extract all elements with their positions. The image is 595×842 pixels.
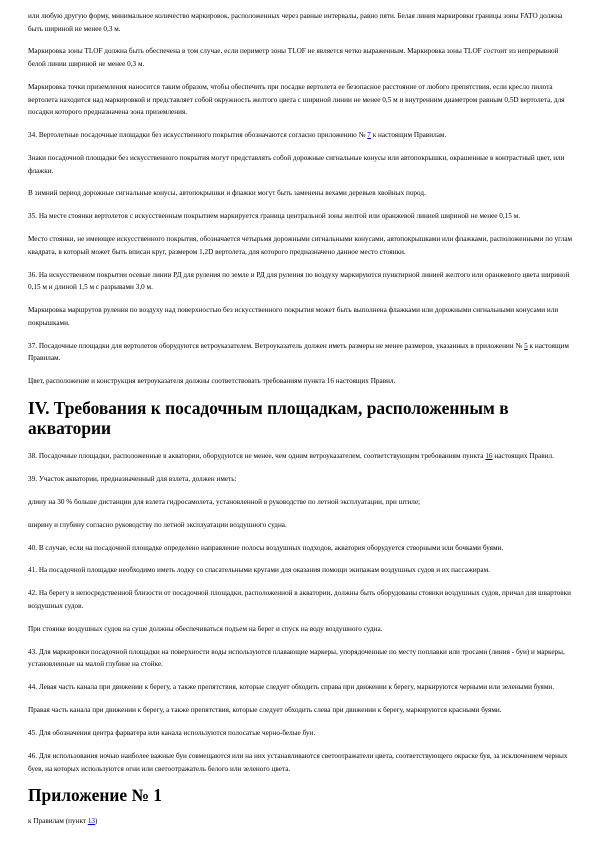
paragraph: Маркировка маршрутов руления по воздуху над поверхностью без искусственного покрытия может быть выполнена флажками или дорожными сигнальными конусами или покрышками.: [28, 306, 559, 327]
paragraph: 36. На искусственном покрытии осевые линии РД для руления по земле и РД для руления по воздуху маркируются пунктирной линией желтого или оранжевого цвета шириной 0,15 м и длиной 1,5 м с разрывами 3,0 м.: [28, 270, 570, 292]
paragraph-text: к настоящим Правилам.: [370, 131, 447, 140]
paragraph: длину на 30 % больше дистанции для взлета гидросамолета, установленной в руководстве по летной эксплуатации, при штиле;: [28, 497, 421, 506]
paragraph: 46. Для использования ночью наиболее важные буи совмещаются или на них устанавливаются светоотражатели цвета, соответствующего окраске буя, за исключением черных буев, на которых используются огни или светоотражатель белого или зеленого цвета.: [28, 751, 568, 773]
paragraph: 44. Левая часть канала при движении к берегу, а также препятствия, которые следует обходить справа при движении к берегу, маркируются черными или зелеными буями.: [28, 683, 555, 692]
paragraph-text: 38. Посадочные площадки, расположенные в акватории, оборудуются не менее, чем одним ветроуказателем, соответствующим требованиям пункта: [28, 452, 486, 461]
paragraph: Место стоянки, не имеющее искусственного покрытия, обозначается четырьмя дорожными сигнальными конусами, автопокрышками или флажками, расположенными по углам квадрата, в который может быть вписан круг, размером 1,2D вертолета, для которого предназначено данное место стоянки.: [28, 235, 573, 256]
appendix-1-heading: Приложение № 1: [28, 785, 162, 806]
section-4-heading: IV. Требования к посадочным площадкам, расположенным в акватории: [28, 398, 509, 439]
paragraph: Маркировка зоны TLOF должна быть обеспечена в том случае, если периметр зоны TLOF не является четко выраженным. Маркировка зоны TLOF состоит из непрерывной белой линии шириной не менее 0,3 м.: [28, 47, 559, 69]
paragraph: 41. На посадочной площадке необходимо иметь лодку со спасательными кругами для оказания помощи экипажам воздушных судов и их пассажирам.: [28, 566, 490, 575]
paragraph-group-3: [28, 473, 575, 775]
paragraph: 42. На берегу в непосредственной близости от посадочной площадки, расположенной в акватории, должны быть оборудованы стоянки воздушных судов, причал для швартовки воздушных судов.: [28, 589, 572, 610]
paragraph: 39. Участок акватории, предназначенный для взлета, должен иметь:: [28, 474, 237, 483]
paragraph-37: [28, 340, 575, 365]
paragraph-37b: Цвет, расположение и конструкция ветроуказателя должны соответствовать требованиям пункта 16 настоящих Правил.: [28, 377, 396, 386]
paragraph-34: [28, 129, 575, 142]
appendix-note: [28, 815, 575, 828]
paragraph-text: 37. Посадочные площадки для вертолетов оборудуются ветроуказателем. Ветроуказатель должен иметь размеры не менее размеров, указанных в приложении №: [28, 341, 525, 350]
paragraph-text: к Правилам (пункт: [28, 817, 88, 826]
appendix-7-link[interactable]: 7: [367, 131, 371, 140]
point-13-link[interactable]: 13: [87, 817, 96, 826]
paragraph: ширину и глубину согласно руководству по летной эксплуатации воздушного судна.: [28, 520, 287, 529]
paragraph-38: [28, 450, 575, 463]
paragraph: или любую другую форму, минимальное количество маркировок, расположенных через равные интервалы, равно пяти. Белая линия маркировки границы зоны FATO должна быть шириной не менее 0,3 м.: [28, 12, 563, 33]
paragraph-text: ): [95, 817, 98, 826]
paragraph: Знаки посадочной площадки без искусственного покрытия могут представлять собой дорожные сигнальные конусы или автопокрышки, окрашенные в контрастный цвет, или флажки.: [28, 153, 565, 175]
paragraph: 40. В случае, если на посадочной площадке определено направление полосы воздушных подходов, акватория оборудуется створными или бочками буями.: [28, 543, 504, 552]
paragraph: 43. Для маркировки посадочной площадки на поверхности воды используются плавающие маркеры, упорядоченные по месту поплавки или тросами (линия - буи) и маркеры, установленные на малой глубине на стойке.: [28, 647, 565, 669]
paragraph: Правая часть канала при движении к берегу, а также препятствия, которые следует обходить слева при движении к берегу, маркируются красными буями.: [28, 706, 502, 715]
point-16-link[interactable]: 16: [485, 452, 493, 461]
paragraph-text: к настоящим Правилам.: [28, 341, 569, 363]
appendix-5-link[interactable]: 5: [524, 341, 528, 350]
paragraph: При стоянке воздушных судов на суше должны обеспечиваться подъем на берег и спуск на воду воздушного судна.: [28, 624, 383, 633]
paragraph-group-2: [28, 152, 575, 329]
paragraph: В зимний период дорожные сигнальные конусы, автопокрышки и флажки могут быть заменены вехами деревьев хвойных пород.: [28, 189, 426, 198]
paragraph: 35. На месте стоянки вертолетов с искусственным покрытием маркируется граница центральной зоны желтой или оранжевой линией шириной не менее 0,15 м.: [28, 212, 521, 221]
paragraph-group-1: [28, 10, 575, 119]
paragraph: 45. Для обозначения центра фарватера или канала используются полосатые черно-белые буи.: [28, 729, 316, 738]
paragraph: Маркировка точки приземления наносится таким образом, чтобы обеспечить при посадке вертолета ее безопасное расстояние от любого препятствия, если кресло пилота вертолета находится над маркировкой и представляет собой окружность желтого цвета с шириной линии не менее 0,5 м и внутренним диаметром равным 0,5D вертолета, для посадки которого предназначена зона приземления.: [28, 82, 565, 117]
paragraph-text: 34. Вертолетные посадочные площадки без искусственного покрытия обозначаются согласно приложению №: [28, 131, 368, 140]
paragraph-text: настоящих Правил.: [492, 452, 554, 461]
